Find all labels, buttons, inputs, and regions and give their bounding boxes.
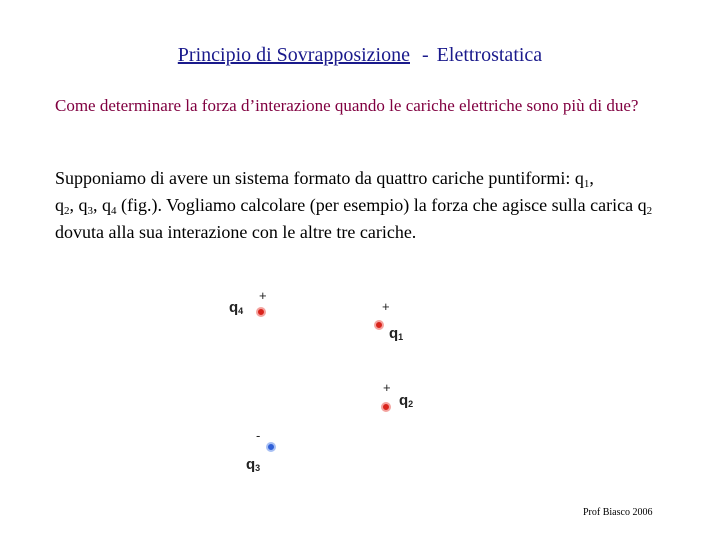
paragraph-text: , bbox=[589, 168, 594, 188]
charge-q1 bbox=[374, 320, 384, 330]
charge-label-letter: q bbox=[389, 325, 399, 342]
paragraph-text: , q bbox=[69, 195, 88, 215]
title-separator: - bbox=[422, 44, 429, 66]
charge-label-index: 2 bbox=[408, 399, 414, 409]
body-paragraph bbox=[55, 165, 665, 246]
paragraph-text: , q bbox=[93, 195, 111, 215]
charge-q4 bbox=[256, 307, 266, 317]
charge-label-q1 bbox=[389, 325, 403, 342]
charge-sign-q4: + bbox=[259, 288, 267, 303]
subscript: 2 bbox=[646, 205, 653, 217]
paragraph-text: q bbox=[55, 195, 64, 215]
subscript: 1 bbox=[583, 178, 590, 190]
slide-title bbox=[0, 44, 720, 67]
charge-sign-q3: - bbox=[256, 428, 261, 443]
charge-label-index: 4 bbox=[238, 306, 244, 316]
subscript: 4 bbox=[111, 205, 117, 217]
charge-label-index: 3 bbox=[255, 463, 261, 473]
charge-label-index: 1 bbox=[398, 332, 404, 342]
paragraph-text: dovuta alla sua interazione con le altre tre cariche. bbox=[55, 222, 417, 242]
charge-label-letter: q bbox=[399, 392, 409, 409]
title-main: Principio di Sovrapposizione bbox=[177, 44, 410, 66]
paragraph-text: Supponiamo di avere un sistema formato da quattro cariche puntiformi: q bbox=[55, 168, 584, 188]
subscript: 3 bbox=[87, 205, 93, 217]
charge-q2 bbox=[381, 402, 391, 412]
charge-label-letter: q bbox=[246, 456, 256, 473]
charge-label-q3 bbox=[246, 456, 260, 473]
charge-sign-q1: + bbox=[382, 299, 390, 314]
footer-credit: Prof Biasco 2006 bbox=[583, 507, 653, 518]
charge-label-q4 bbox=[229, 299, 243, 316]
charge-label-letter: q bbox=[229, 299, 239, 316]
subscript: 2 bbox=[64, 205, 70, 217]
charge-q3 bbox=[266, 442, 276, 452]
charge-label-q2 bbox=[399, 392, 413, 409]
title-subtitle: Elettrostatica bbox=[436, 44, 543, 66]
charge-sign-q2: + bbox=[383, 380, 391, 395]
paragraph-text: (fig.). Vogliamo calcolare (per esempio) la forza che agisce sulla carica q bbox=[116, 195, 647, 215]
question-text: Come determinare la forza d’interazione quando le cariche elettriche sono più di due? bbox=[55, 96, 639, 115]
